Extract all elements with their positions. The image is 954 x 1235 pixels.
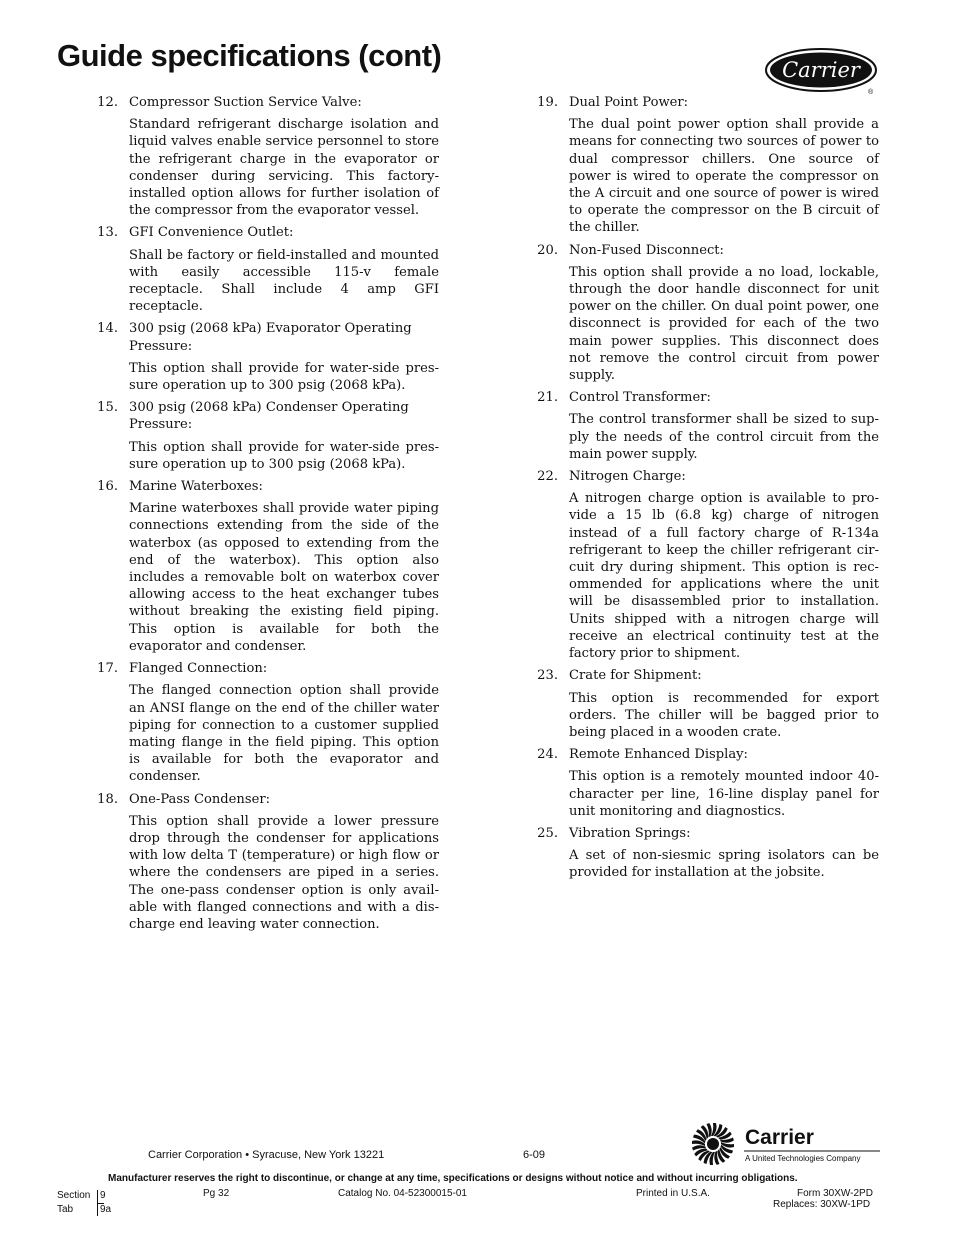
spec-item	[88, 224, 439, 315]
footer-company: Carrier Corporation • Syracuse, New York 13221	[148, 1149, 385, 1161]
spec-item	[528, 746, 879, 820]
carrier-oval-logo-icon	[764, 46, 880, 96]
tab-label: Tab	[57, 1204, 74, 1215]
spec-item-label: Nitrogen Charge:	[569, 469, 686, 485]
spec-item-number: 12.	[97, 95, 118, 110]
catalog-number: Catalog No. 04-52300015-01	[338, 1188, 467, 1199]
spec-item-body: The flanged connection option shall provide an ANSI flange on the end of the chiller water piping for connection to a customer supplied mating flange in the field piping. This option is available for both the evaporator and condenser.	[129, 683, 439, 785]
spec-item	[88, 399, 439, 473]
spec-item-label: One-Pass Condenser:	[129, 791, 271, 807]
spec-item	[528, 242, 879, 385]
spec-item-label: Crate for Shipment:	[569, 668, 702, 684]
page-number: Pg 32	[203, 1188, 230, 1199]
carrier-turbine-logo-icon	[690, 1120, 885, 1170]
section-label: Section	[57, 1190, 91, 1201]
spec-item-body: This option shall provide for water-side pres-sure operation up to 300 psig (2068 kPa).	[129, 439, 439, 472]
spec-item	[88, 791, 439, 934]
svg-text:®: ®	[868, 89, 874, 96]
spec-item-body: Marine waterboxes shall provide water piping connections extending from the side of the waterbox (as opposed to extending from the end of the waterbox). This option also includes a removable bolt on waterbox cover allowing access to the heat exchanger tubes without breaking the existing field piping. This option is available for both the evaporator and condenser.	[129, 501, 439, 654]
section-value: 9	[100, 1190, 106, 1201]
spec-item-number: 14.	[97, 321, 118, 337]
spec-item-number: 25.	[537, 825, 558, 841]
spec-item-label: Marine Waterboxes:	[129, 479, 263, 495]
spec-item-body: The control transformer shall be sized to sup-ply the needs of the control circuit from the main power supply.	[569, 412, 879, 462]
spec-item	[88, 478, 439, 655]
spec-item	[528, 389, 879, 463]
spec-item-label: Non-Fused Disconnect:	[569, 242, 724, 258]
spec-item-body: Standard refrigerant discharge isolation and liquid valves enable service personnel to store the refrigerant charge in the evaporator or condenser during servicing. This factory-installed option allows for further isolation of the compressor from the evaporator vessel.	[129, 117, 439, 219]
spec-item-body: This option is a remotely mounted indoor 40-character per line, 16-line display panel for unit monitoring and diagnostics.	[569, 769, 879, 819]
spec-item-body: This option is recommended for export orders. The chiller will be bagged prior to being placed in a wooden crate.	[569, 690, 879, 740]
spec-item	[528, 94, 879, 237]
spec-item-label: Compressor Suction Service Valve:	[129, 95, 362, 110]
footer-date: 6-09	[523, 1149, 546, 1161]
spec-item	[528, 667, 879, 741]
left-column	[88, 94, 439, 938]
spec-item	[88, 660, 439, 785]
spec-item-number: 23.	[537, 668, 558, 684]
spec-item-number: 15.	[97, 400, 118, 416]
spec-item-body: This option shall provide a no load, lockable, through the door handle disconnect for unit power on the chiller. On dual point power, one disconnect is provided for each of the two main power supplies. This disconnect does not remove the control circuit from power supply.	[569, 264, 879, 384]
spec-item-label: GFI Convenience Outlet:	[129, 225, 294, 241]
spec-item-number: 16.	[97, 479, 118, 495]
spec-item	[88, 320, 439, 394]
bottom-logo-brand: Carrier	[745, 1126, 814, 1149]
spec-item-number: 19.	[537, 95, 558, 110]
right-column	[528, 94, 879, 887]
spec-item-body: A set of non-siesmic spring isolators can be provided for installation at the jobsite.	[569, 848, 879, 881]
logo-brand-text: Carrier	[782, 58, 860, 82]
spec-item-number: 18.	[97, 791, 118, 807]
spec-item-label: Dual Point Power:	[569, 95, 689, 110]
spec-item	[88, 94, 439, 219]
spec-item-number: 24.	[537, 747, 558, 763]
spec-item-body: The dual point power option shall provide a means for connecting two sources of power to dual compressor chillers. One source of power is wired to operate the compressor on the A circuit and one source of power is wired to operate the compressor on the B circuit of the chiller.	[569, 117, 879, 236]
spec-item-body: This option shall provide for water-side pres-sure operation up to 300 psig (2068 kPa).	[129, 360, 439, 394]
spec-item	[528, 825, 879, 882]
spec-item	[528, 468, 879, 662]
spec-item-label: Control Transformer:	[569, 390, 711, 406]
page-title: Guide specifications (cont)	[57, 38, 442, 73]
spec-item-body: A nitrogen charge option is available to pro-vide a 15 lb (6.8 kg) charge of nitrogen instead of a full factory charge of R-134a refrigerant to keep the chiller refrigerant cir-cuit dry during shipment. This option is rec-ommended for applications where the unit will be disassembled prior to installation. Units shipped with a nitrogen charge will receive an electrical continuity test at the factory prior to shipment.	[569, 491, 879, 662]
spec-item-number: 13.	[97, 225, 118, 241]
spec-item-number: 17.	[97, 661, 118, 677]
spec-item-number: 22.	[537, 469, 558, 485]
spec-item-label: Flanged Connection:	[129, 661, 268, 677]
footer-notice: Manufacturer reserves the right to discontinue, or change at any time, specifications or designs without notice and without incurring obligations.	[108, 1173, 798, 1184]
spec-item-body: This option shall provide a lower pressure drop through the condenser for applications with low delta T (temperature) or high flow or where the condensers are piped in a series. The one-pass condenser option is only avail-able with flanged connections and with a dis-charge end leaving water connection.	[129, 813, 439, 932]
printed-in: Printed in U.S.A.	[636, 1188, 710, 1199]
spec-item-label: 300 psig (2068 kPa) Evaporator Operating Pressure:	[129, 321, 412, 354]
form-number: Form 30XW-2PD	[797, 1188, 873, 1199]
spec-item-label: Remote Enhanced Display:	[569, 747, 748, 763]
replaces-form: Replaces: 30XW-1PD	[773, 1199, 871, 1210]
spec-item-number: 20.	[537, 242, 558, 258]
bottom-logo-tagline: A United Technologies Company	[745, 1154, 861, 1163]
tab-value: 9a	[100, 1204, 112, 1215]
spec-item-label: Vibration Springs:	[569, 825, 691, 841]
spec-item-label: 300 psig (2068 kPa) Condenser Operating Pressure:	[129, 400, 409, 433]
spec-item-body: Shall be factory or field-installed and mounted with easily accessible 115-v female receptacle. Shall include 4 amp GFI receptacle.	[129, 247, 439, 315]
spec-item-number: 21.	[537, 390, 558, 406]
